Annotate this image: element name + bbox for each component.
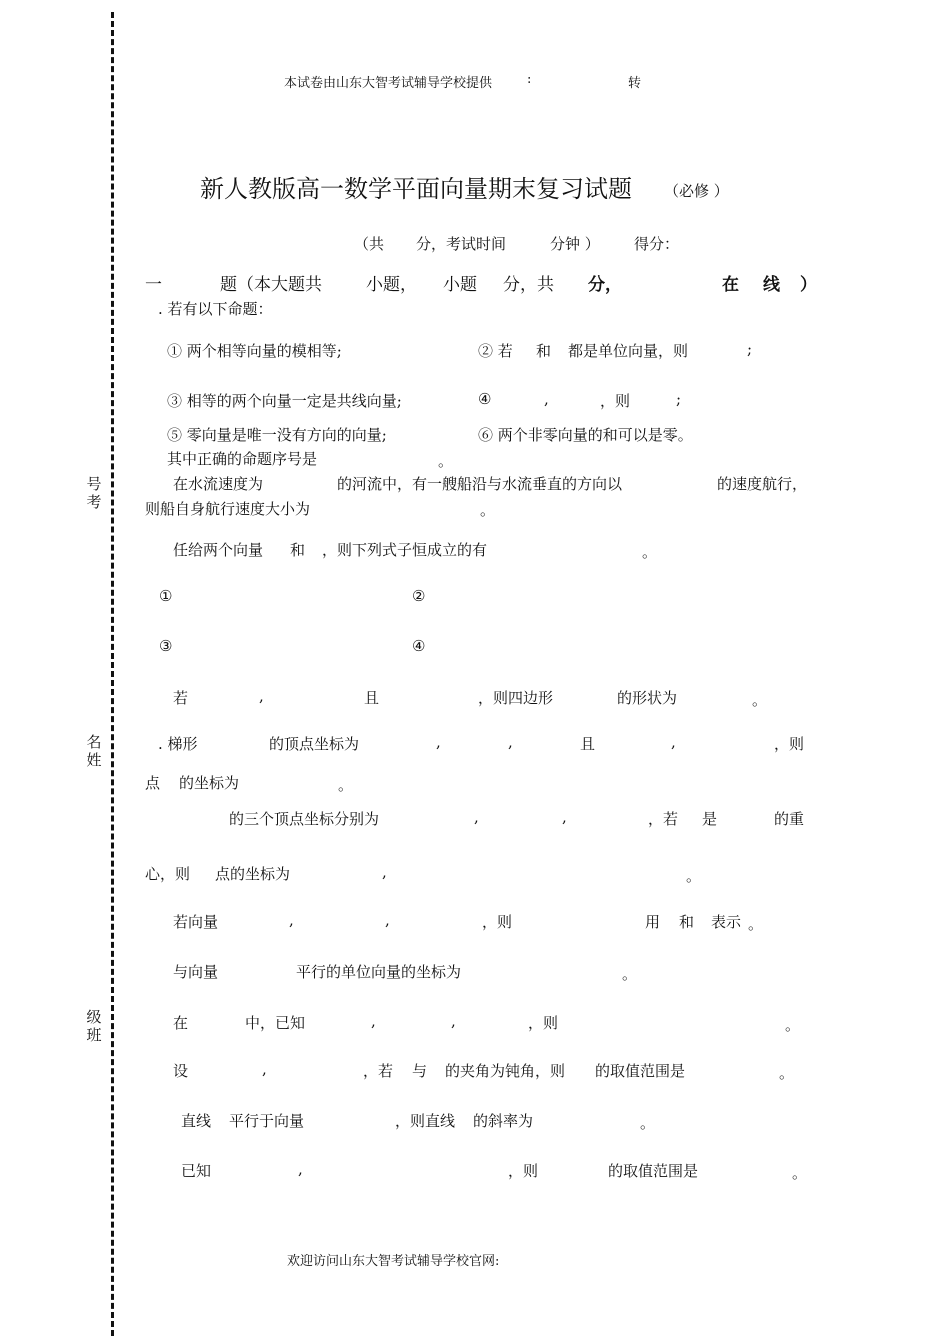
score-gong: （共: [354, 235, 385, 253]
q3-choice-3: ③: [159, 637, 173, 655]
q10-end: 。: [779, 1064, 795, 1082]
q5-f: ,: [671, 733, 676, 751]
header-zhuan: 转: [628, 76, 642, 91]
q6-end: 。: [686, 867, 702, 885]
q7-g: 表示: [711, 913, 742, 931]
q2-end: 。: [480, 501, 496, 519]
q10-e: 的夹角为钝角，则: [445, 1062, 566, 1080]
q3-c: ，则下列式子恒成立的有: [322, 541, 488, 559]
q1-ask: 其中正确的命题序号是: [167, 450, 318, 468]
q7-f: 和: [679, 913, 695, 931]
q1-option-1: ① 两个相等向量的模相等;: [167, 342, 342, 360]
q10-a: 设: [173, 1062, 189, 1080]
q3-choice-4: ④: [412, 637, 426, 655]
page-title-suffix: （必修 ）: [664, 182, 729, 200]
q7-b: ,: [289, 911, 294, 929]
q6-d: ，若: [648, 810, 679, 828]
q12-end: 。: [792, 1164, 808, 1182]
q1-option-2b: 和: [536, 342, 552, 360]
q1-option-2a: ② 若: [478, 342, 513, 360]
q9-end: 。: [785, 1016, 801, 1034]
q2-c: 的速度航行，: [717, 475, 808, 493]
section-fen: 分，: [588, 275, 622, 295]
q5-c: ,: [436, 733, 441, 751]
q4-e: 的形状为: [617, 689, 678, 707]
section-zai: 在: [722, 275, 739, 295]
section-xian: 线: [763, 275, 780, 295]
q3-b: 和: [290, 541, 306, 559]
q5-d: ,: [508, 733, 513, 751]
q6-i: ,: [382, 863, 387, 881]
q5-end: 。: [338, 776, 354, 794]
q6-b: ,: [474, 808, 479, 826]
q7-end: 。: [748, 915, 764, 933]
q11-c: ，则直线: [395, 1112, 456, 1130]
q4-c: 且: [364, 689, 380, 707]
q5-e: 且: [580, 735, 596, 753]
section-text: 题（本大题共: [220, 275, 322, 295]
q4-end: 。: [752, 691, 768, 709]
q3-end: 。: [642, 543, 658, 561]
q8-b: 平行的单位向量的坐标为: [296, 963, 462, 981]
q9-e: ，则: [528, 1014, 559, 1032]
q2-a: 在水流速度为: [173, 475, 264, 493]
q3-a: 任给两个向量: [173, 541, 264, 559]
q9-d: ,: [451, 1012, 456, 1030]
binding-dashed-line: [111, 12, 114, 1336]
q6-h: 点的坐标为: [215, 865, 291, 883]
section-number: 一: [145, 275, 162, 295]
footer-text: 欢迎访问山东大智考试辅导学校官网:: [287, 1254, 500, 1269]
section-paren: ）: [800, 275, 817, 295]
q12-d: 的取值范围是: [608, 1162, 699, 1180]
score-minutes: 分钟 ）: [550, 235, 600, 253]
q4-d: ，则四边形: [478, 689, 554, 707]
q6-e: 是: [702, 810, 718, 828]
section-xiaoti2: 小题: [443, 275, 477, 295]
q4-b: ,: [259, 687, 264, 705]
q8-end: 。: [622, 965, 638, 983]
q5-i: 的坐标为: [179, 774, 240, 792]
q12-b: ,: [298, 1160, 303, 1178]
q10-c: ，若: [363, 1062, 394, 1080]
q7-c: ,: [385, 911, 390, 929]
q1-option-4a: ④: [478, 390, 492, 408]
q9-b: 中，已知: [245, 1014, 306, 1032]
side-label-name: 名姓: [86, 733, 102, 769]
q10-d: 与: [412, 1062, 428, 1080]
section-xiaoti1: 小题，: [366, 275, 417, 295]
q11-b: 平行于向量: [229, 1112, 305, 1130]
q10-b: ,: [262, 1060, 267, 1078]
q7-d: ，则: [482, 913, 513, 931]
q6-c: ,: [562, 808, 567, 826]
q12-c: ，则: [508, 1162, 539, 1180]
q10-f: 的取值范围是: [595, 1062, 686, 1080]
q2-d: 则船自身航行速度大小为: [145, 500, 311, 518]
q11-end: 。: [640, 1114, 656, 1132]
side-label-class: 级班: [86, 1008, 102, 1044]
q6-a: 的三个顶点坐标分别为: [229, 810, 380, 828]
q1-option-6: ⑥ 两个非零向量的和可以是零。: [478, 426, 693, 444]
q1-option-4b: ,: [544, 390, 549, 408]
q3-choice-2: ②: [412, 587, 426, 605]
q11-a: 直线: [181, 1112, 212, 1130]
q3-choice-1: ①: [159, 587, 173, 605]
page-title: 新人教版高一数学平面向量期末复习试题: [200, 175, 632, 203]
q5-g: ，则: [774, 735, 805, 753]
q1-option-4d: ;: [676, 390, 682, 408]
q1-option-3: ③ 相等的两个向量一定是共线向量;: [167, 392, 402, 410]
q7-a: 若向量: [173, 913, 219, 931]
q12-a: 已知: [181, 1162, 212, 1180]
q6-f: 的重: [774, 810, 805, 828]
section-fen-gong: 分，共: [503, 275, 554, 295]
q8-a: 与向量: [173, 963, 219, 981]
side-label-exam-number: 号考: [86, 475, 102, 511]
q1-option-4c: ，则: [600, 392, 631, 410]
q1-option-5: ⑤ 零向量是唯一没有方向的向量;: [167, 426, 387, 444]
score-label: 得分：: [634, 235, 680, 253]
header-colon: :: [527, 72, 532, 87]
q4-a: 若: [173, 689, 189, 707]
q1-option-2c: 都是单位向量，则: [568, 342, 689, 360]
q11-d: 的斜率为: [473, 1112, 534, 1130]
q5-h: 点: [145, 774, 161, 792]
q1-end: 。: [438, 452, 454, 470]
q5-b: 的顶点坐标为: [269, 735, 360, 753]
q1-stem: . 若有以下命题：: [158, 300, 273, 318]
q9-c: ,: [371, 1012, 376, 1030]
q2-b: 的河流中，有一艘船沿与水流垂直的方向以: [337, 475, 623, 493]
q5-a: . 梯形: [158, 735, 198, 753]
header-provider: 本试卷由山东大智考试辅导学校提供: [284, 76, 493, 91]
q1-option-2d: ;: [747, 340, 753, 358]
q9-a: 在: [173, 1014, 189, 1032]
q7-e: 用: [645, 913, 661, 931]
q6-g: 心，则: [145, 865, 191, 883]
score-exam-time: 分，考试时间: [416, 235, 507, 253]
